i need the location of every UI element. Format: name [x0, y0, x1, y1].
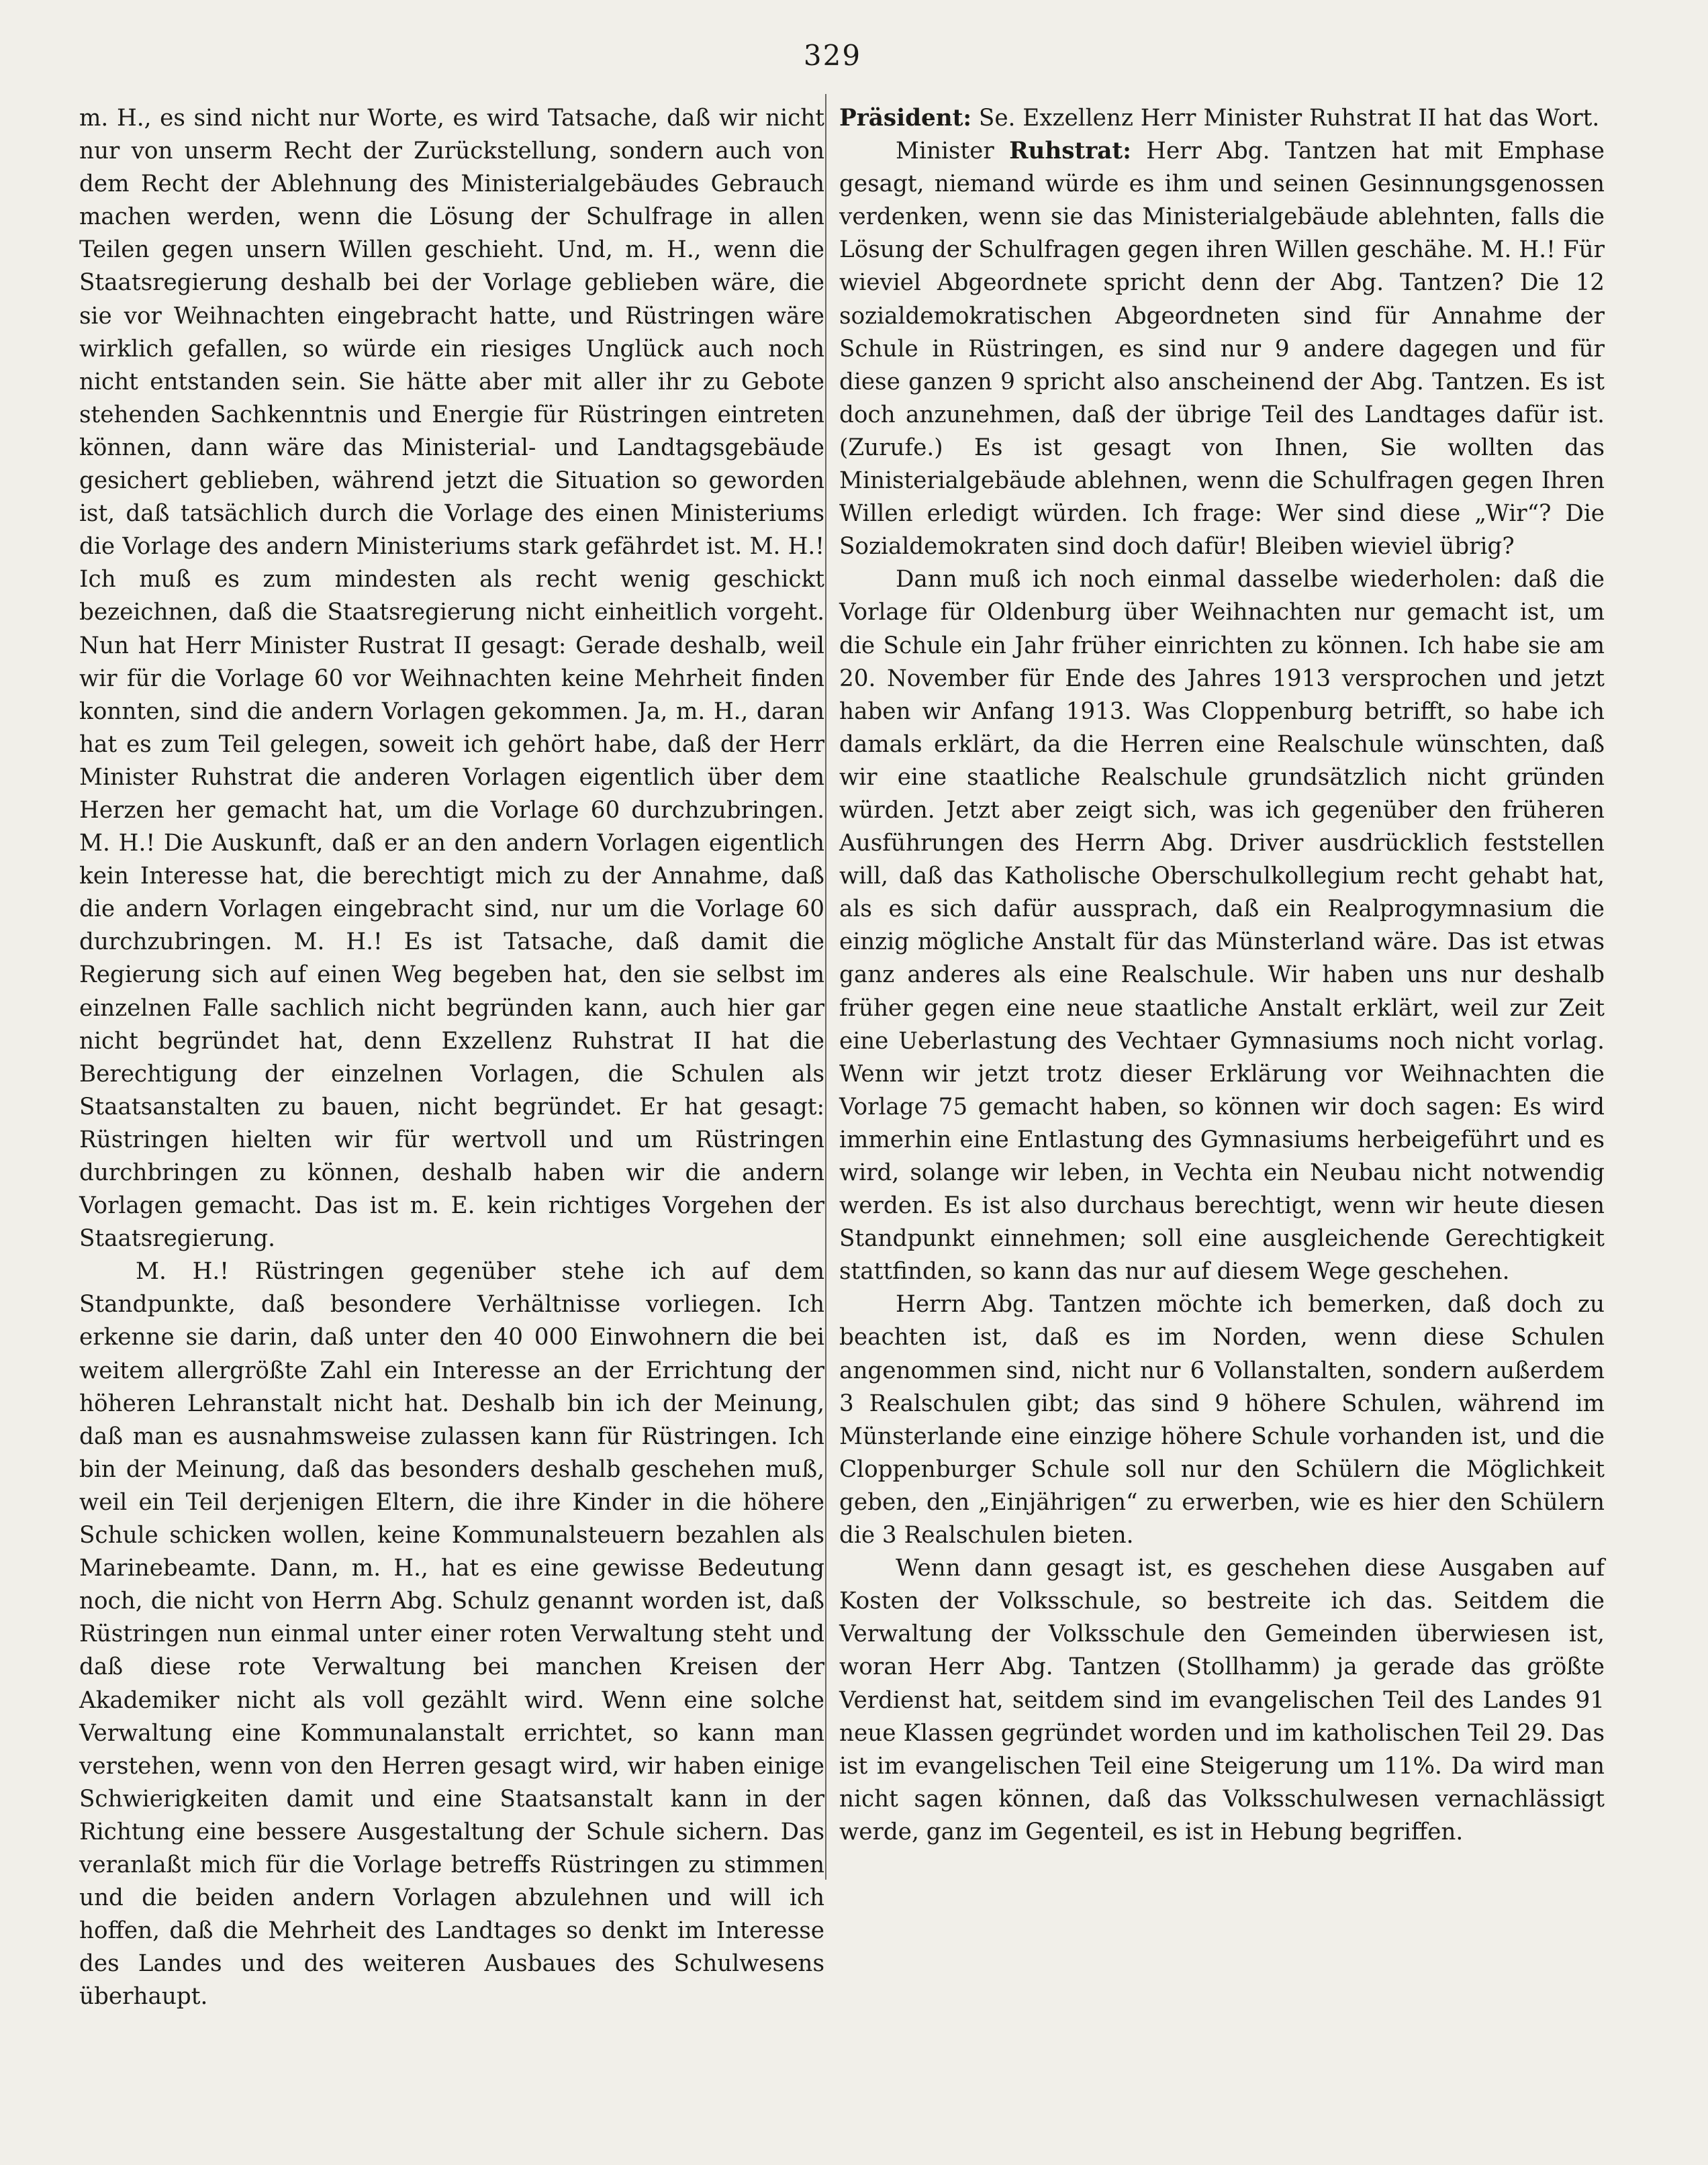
minister-prefix: Minister [896, 138, 1010, 165]
speaker-minister: Ruhstrat: [1009, 138, 1131, 165]
minister-text: Herr Abg. Tantzen hat mit Emphase gesagt, niemand würde es ihm und seinen Gesinnungsgenossen verdenken, wenn sie das Ministerialgebäude ablehnten, falls die Lösung der Schulfragen gegen ihren Willen geschähe. M. H.! Für wieviel Abgeordnete spricht denn der Abg. Tantzen? Die 12 sozialdemokratischen Abgeordneten sind für Annahme der Schule in Rüstringen, es sind nur 9 andere dagegen und für diese ganzen 9 spricht also anscheinend der Abg. Tantzen. Es ist doch anzunehmen, daß der übrige Teil des Landtages dafür ist. (Zurufe.) Es ist gesagt von Ihnen, Sie wollten das Ministerialgebäude ablehnen, wenn die Schulfragen gegen Ihren Willen erledigt würden. Ich frage: Wer sind diese „Wir“? Die Sozialdemokraten sind doch dafür! Bleiben wieviel übrig? [839, 138, 1605, 561]
left-paragraph-2: M. H.! Rüstringen gegenüber stehe ich auf dem Standpunkte, daß besondere Verhältnisse vorliegen. Ich erkenne sie darin, daß unter den 40 000 Einwohnern die bei weitem allergrößte Zahl ein Interesse an der Errichtung der höheren Lehranstalt nicht hat. Deshalb bin ich der Meinung, daß man es ausnahmsweise zulassen kann für Rüstringen. Ich bin der Meinung, daß das besonders deshalb geschehen muß, weil ein Teil derjenigen Eltern, die ihre Kinder in die höhere Schule schicken wollen, keine Kommunalsteuern bezahlen als Marinebeamte. Dann, m. H., hat es eine gewisse Bedeutung noch, die nicht von Herrn Abg. Schulz genannt worden ist, daß Rüstringen nun einmal unter einer roten Verwaltung steht und daß diese rote Verwaltung bei manchen Kreisen der Akademiker nicht als voll gezählt wird. Wenn eine solche Verwaltung eine Kommunalanstalt errichtet, so kann man verstehen, wenn von den Herren gesagt wird, wir haben einige Schwierigkeiten damit und eine Staatsanstalt kann in der Richtung eine bessere Ausgestaltung der Schule sichern. Das veranlaßt mich für die Vorlage betreffs Rüstringen zu stimmen und die beiden andern Vorlagen abzulehnen und will ich hoffen, daß die Mehrheit des Landtages so denkt im Interesse des Landes und des weiteren Ausbaues des Schulwesens überhaupt. [79, 1258, 824, 2011]
left-paragraph-1: m. H., es sind nicht nur Worte, es wird Tatsache, daß wir nicht nur von unserm Recht der Zurückstellung, sondern auch von dem Recht der Ablehnung des Ministerialgebäudes Gebrauch machen werden, wenn die Lösung der Schulfrage in allen Teilen gegen unsern Willen geschieht. Und, m. H., wenn die Staatsregierung deshalb bei der Vorlage geblieben wäre, die sie vor Weihnachten eingebracht hatte, und Rüstringen wäre wirklich gefallen, so würde ein riesiges Unglück auch noch nicht entstanden sein. Sie hätte aber mit aller ihr zu Gebote stehenden Sachkenntnis und Energie für Rüstringen eintreten können, dann wäre das Ministerial- und Landtagsgebäude gesichert geblieben, während jetzt die Situation so geworden ist, daß tatsächlich durch die Vorlage des einen Ministeriums die Vorlage des andern Ministeriums stark gefährdet ist. M. H.! Ich muß es zum mindesten als recht wenig geschickt bezeichnen, daß die Staatsregierung nicht einheitlich vorgeht. Nun hat Herr Minister Rustrat II gesagt: Gerade deshalb, weil wir für die Vorlage 60 vor Weihnachten keine Mehrheit finden konnten, sind die andern Vorlagen gekommen. Ja, m. H., daran hat es zum Teil gelegen, soweit ich gehört habe, daß der Herr Minister Ruhstrat die anderen Vorlagen eigentlich über dem Herzen her gemacht hat, um die Vorlage 60 durchzubringen. M. H.! Die Auskunft, daß er an den andern Vorlagen eigentlich kein Interesse hat, die berechtigt mich zu der Annahme, daß die andern Vorlagen eingebracht sind, nur um die Vorlage 60 durchzubringen. M. H.! Es ist Tatsache, daß damit die Regierung sich auf einen Weg begeben hat, den sie selbst im einzelnen Falle sachlich nicht begründen kann, auch hier gar nicht begründet hat, denn Exzellenz Ruhstrat II hat die Berechtigung der einzelnen Vorlagen, die Schulen als Staatsanstalten zu bauen, nicht begründet. Er hat gesagt: Rüstringen hielten wir für wertvoll und um Rüstringen durchbringen zu können, deshalb haben wir die andern Vorlagen gemacht. Das ist m. E. kein richtiges Vorgehen der Staatsregierung. [79, 105, 824, 1253]
speech-president [839, 102, 1605, 135]
right-paragraph-3: Wenn dann gesagt ist, es geschehen diese Ausgaben auf Kosten der Volksschule, so bestreite ich das. Seitdem die Verwaltung der Volksschule den Gemeinden überwiesen ist, woran Herr Abg. Tantzen (Stollhamm) ja gerade das größte Verdienst hat, seitdem sind im evangelischen Teil des Landes 91 neue Klassen gegründet worden und im katholischen Teil 29. Das ist im evangelischen Teil eine Steigerung um 11%. Da wird man nicht sagen können, daß das Volksschulwesen vernachlässigt werde, ganz im Gegenteil, es ist in Hebung begriffen. [839, 1555, 1605, 1845]
right-column [839, 102, 1605, 1849]
column-divider [825, 94, 826, 1880]
speech-minister [839, 135, 1605, 563]
page-number: 329 [803, 39, 862, 72]
president-text: Se. Exzellenz Herr Minister Ruhstrat II hat das Wort. [971, 105, 1600, 132]
left-column [79, 102, 824, 2013]
right-paragraph-1: Dann muß ich noch einmal dasselbe wiederholen: daß die Vorlage für Oldenburg über Weihnachten nur gemacht ist, um die Schule ein Jahr früher einrichten zu können. Ich habe sie am 20. November für Ende des Jahres 1913 versprochen und jetzt haben wir Anfang 1913. Was Cloppenburg betrifft, so habe ich damals erklärt, da die Herren eine Realschule wünschten, daß wir eine staatliche Realschule grundsätzlich nicht gründen würden. Jetzt aber zeigt sich, was ich gegenüber den früheren Ausführungen des Herrn Abg. Driver ausdrücklich feststellen will, daß das Katholische Oberschulkollegium recht gehabt hat, als es sich dafür aussprach, daß ein Realprogymnasium die einzig mögliche Anstalt für das Münsterland wäre. Das ist etwas ganz anderes als eine Realschule. Wir haben uns nur deshalb früher gegen eine neue staatliche Anstalt erklärt, weil zur Zeit eine Ueberlastung des Vechtaer Gymnasiums noch nicht vorlag. Wenn wir jetzt trotz dieser Erklärung vor Weihnachten die Vorlage 75 gemacht haben, so können wir doch sagen: Es wird immerhin eine Entlastung des Gymnasiums herbeigeführt und es wird, solange wir leben, in Vechta ein Neubau nicht notwendig werden. Es ist also durchaus berechtigt, wenn wir heute diesen Standpunkt einnehmen; soll eine ausgleichende Gerechtigkeit stattfinden, so kann das nur auf diesem Wege geschehen. [839, 566, 1605, 1286]
speaker-president: Präsident: [839, 105, 972, 132]
right-paragraph-2: Herrn Abg. Tantzen möchte ich bemerken, daß doch zu beachten ist, daß es im Norden, wenn diese Schulen angenommen sind, nicht nur 6 Vollanstalten, sondern außerdem 3 Realschulen gibt; das sind 9 höhere Schulen, während im Münsterlande eine einzige höhere Schule vorhanden ist, und die Cloppenburger Schule soll nur den Schülern die Möglichkeit geben, den „Einjährigen“ zu erwerben, wie es hier den Schülern die 3 Realschulen bieten. [839, 1291, 1605, 1549]
